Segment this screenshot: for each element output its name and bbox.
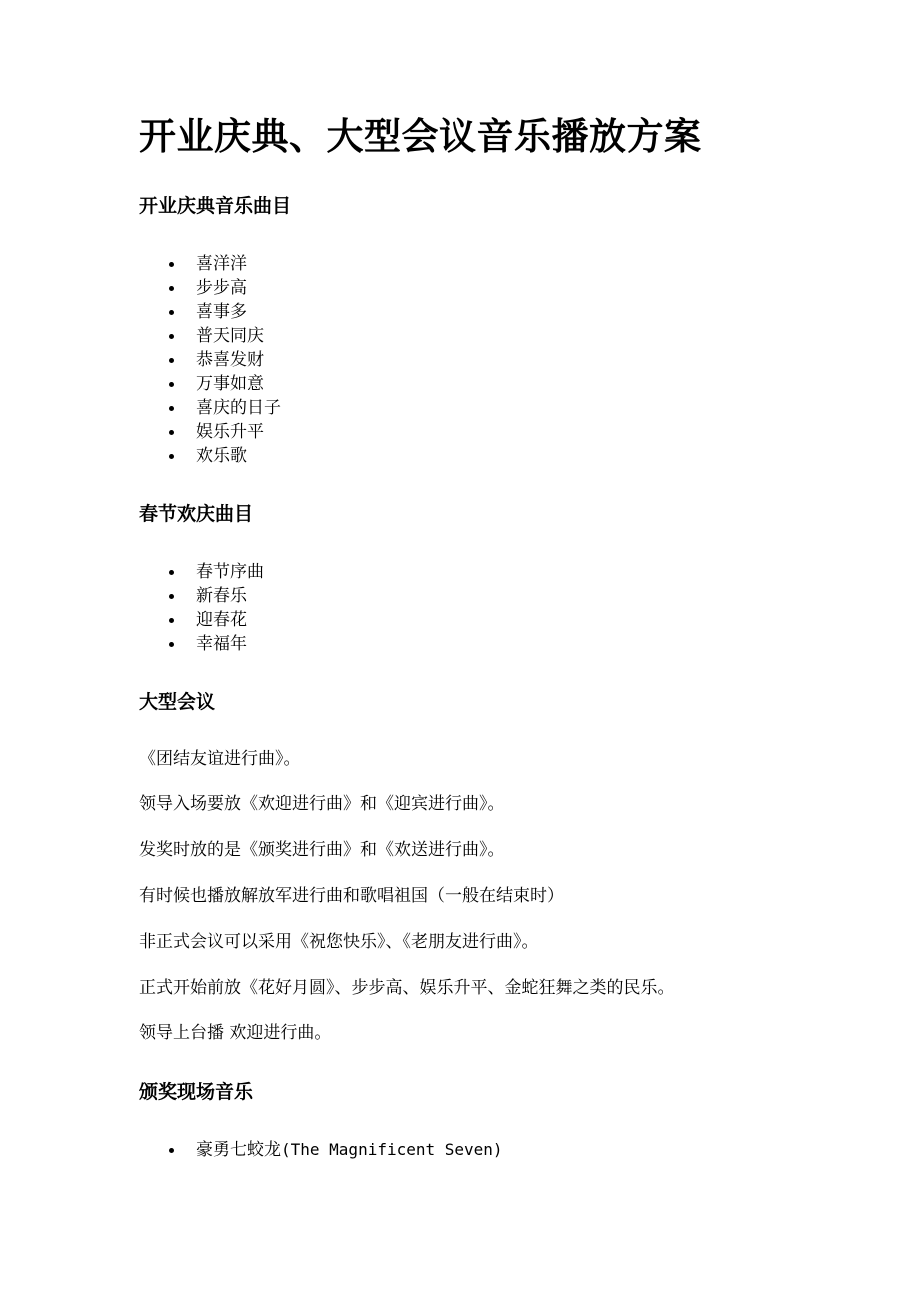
list-item: 喜庆的日子 (139, 396, 281, 420)
bullet-icon (169, 454, 174, 459)
section-heading-large-meeting: 大型会议 (139, 691, 216, 713)
section-heading-award-ceremony: 颁奖现场音乐 (139, 1081, 254, 1103)
section-heading-opening-ceremony: 开业庆典音乐曲目 (139, 195, 292, 217)
bullet-icon (169, 334, 174, 339)
list-item: 豪勇七蛟龙(The Magnificent Seven) (139, 1138, 503, 1162)
meeting-paragraph: 《团结友谊进行曲》。 (139, 749, 301, 769)
bullet-icon (169, 286, 174, 291)
list-item: 春节序曲 (139, 560, 264, 584)
list-item: 喜洋洋 (139, 252, 281, 276)
bullet-icon (169, 1148, 174, 1153)
meeting-paragraph: 领导入场要放《欢迎进行曲》和《迎宾进行曲》。 (139, 794, 505, 814)
bullet-icon (169, 262, 174, 267)
award-ceremony-music-list (139, 1138, 503, 1162)
bullet-icon (169, 642, 174, 647)
bullet-icon (169, 430, 174, 435)
opening-ceremony-music-list (139, 252, 281, 468)
document-title: 开业庆典、大型会议音乐播放方案 (139, 114, 702, 158)
meeting-paragraph: 领导上台播 欢迎进行曲。 (139, 1023, 332, 1043)
spring-festival-music-list (139, 560, 264, 656)
meeting-paragraph: 有时候也播放解放军进行曲和歌唱祖国（一般在结束时） (139, 886, 564, 906)
list-item: 娱乐升平 (139, 420, 281, 444)
bullet-icon (169, 618, 174, 623)
bullet-icon (169, 382, 174, 387)
list-item: 喜事多 (139, 300, 281, 324)
bullet-icon (169, 570, 174, 575)
bullet-icon (169, 406, 174, 411)
list-item: 欢乐歌 (139, 444, 281, 468)
list-item: 迎春花 (139, 608, 264, 632)
meeting-paragraph: 发奖时放的是《颁奖进行曲》和《欢送进行曲》。 (139, 840, 505, 860)
list-item: 恭喜发财 (139, 348, 281, 372)
list-item: 普天同庆 (139, 324, 281, 348)
list-item: 万事如意 (139, 372, 281, 396)
section-heading-spring-festival: 春节欢庆曲目 (139, 503, 254, 525)
bullet-icon (169, 310, 174, 315)
bullet-icon (169, 358, 174, 363)
meeting-paragraph: 正式开始前放《花好月圆》、步步高、娱乐升平、金蛇狂舞之类的民乐。 (139, 978, 675, 998)
list-item: 幸福年 (139, 632, 264, 656)
list-item: 新春乐 (139, 584, 264, 608)
meeting-paragraph: 非正式会议可以采用《祝您快乐》、《老朋友进行曲》。 (139, 932, 539, 952)
list-item: 步步高 (139, 276, 281, 300)
bullet-icon (169, 594, 174, 599)
